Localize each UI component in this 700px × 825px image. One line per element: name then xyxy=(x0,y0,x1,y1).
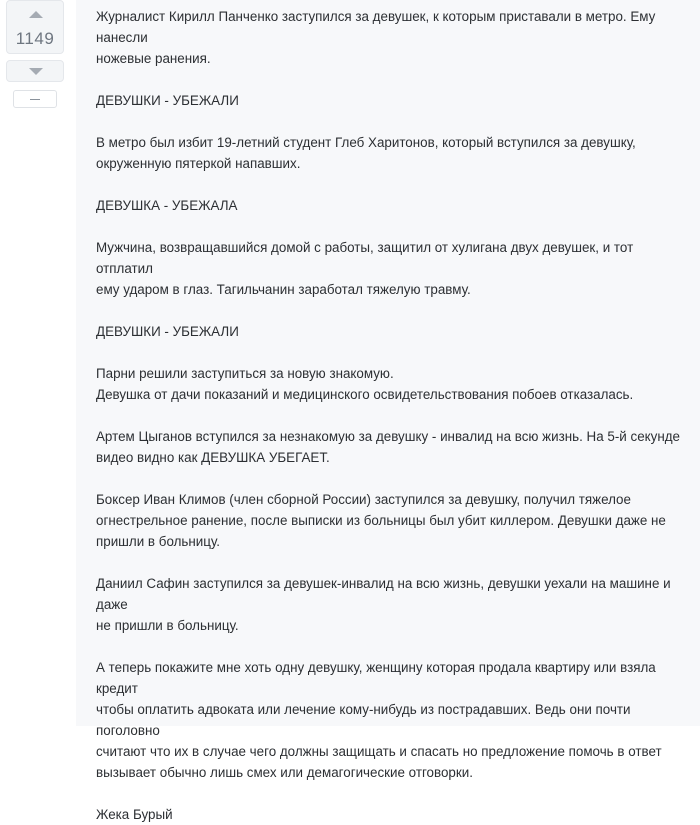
paragraph: Парни решили заступиться за новую знакомую. Девушка от дачи показаний и медицинского освидетельствования побоев отказалась. xyxy=(96,366,634,402)
post-content xyxy=(76,0,700,822)
upvote-button[interactable] xyxy=(7,1,63,53)
paragraph: ДЕВУШКА - УБЕЖАЛА xyxy=(96,198,238,213)
triangle-down-icon xyxy=(29,68,43,75)
paragraph: В метро был избит 19-летний студент Глеб Харитонов, который вступился за девушку, окруженную пятеркой напавших. xyxy=(96,135,636,171)
paragraph: Боксер Иван Климов (член сборной России) заступился за девушку, получил тяжелое огнестрельное ранение, после выписки из больницы был убит киллером. Девушки даже не пришли в больницу. xyxy=(96,492,666,549)
downvote-button[interactable] xyxy=(6,60,64,82)
paragraph: ДЕВУШКИ - УБЕЖАЛИ xyxy=(96,324,239,339)
paragraph: А теперь покажите мне хоть одну девушку, женщину которая продала квартиру или взяла кредит чтобы оплатить адвоката или лечение кому-нибудь из пострадавших. Ведь они почти поголовно считают что их в случае чего должны защищать и спасать но предложение помочь в ответ вызывает обычно лишь смех или демагогические отговорки. xyxy=(96,660,662,780)
triangle-up-icon xyxy=(29,11,43,18)
post-author: Жека Бурый xyxy=(96,807,173,822)
collapse-button[interactable] xyxy=(13,90,57,108)
paragraph: Даниил Сафин заступился за девушек-инвалид на всю жизнь, девушки уехали на машине и даже не пришли в больницу. xyxy=(96,576,671,633)
rating-column xyxy=(6,0,66,108)
post-text xyxy=(96,6,686,825)
paragraph: Журналист Кирилл Панченко заступился за девушек, к которым приставали в метро. Ему нанесли ножевые ранения. xyxy=(96,9,656,66)
rating-count: 1149 xyxy=(15,29,55,48)
paragraph: Мужчина, возвращавшийся домой с работы, защитил от хулигана двух девушек, и тот отплатил ему ударом в глаз. Тагильчанин заработал тяжелую травму. xyxy=(96,240,634,297)
paragraph: ДЕВУШКИ - УБЕЖАЛИ xyxy=(96,93,239,108)
paragraph: Артем Цыганов вступился за незнакомую за девушку - инвалид на всю жизнь. На 5-й секунде видео видно как ДЕВУШКА УБЕГАЕТ. xyxy=(96,429,681,465)
minus-icon xyxy=(30,99,40,100)
vote-up-box xyxy=(6,0,64,54)
